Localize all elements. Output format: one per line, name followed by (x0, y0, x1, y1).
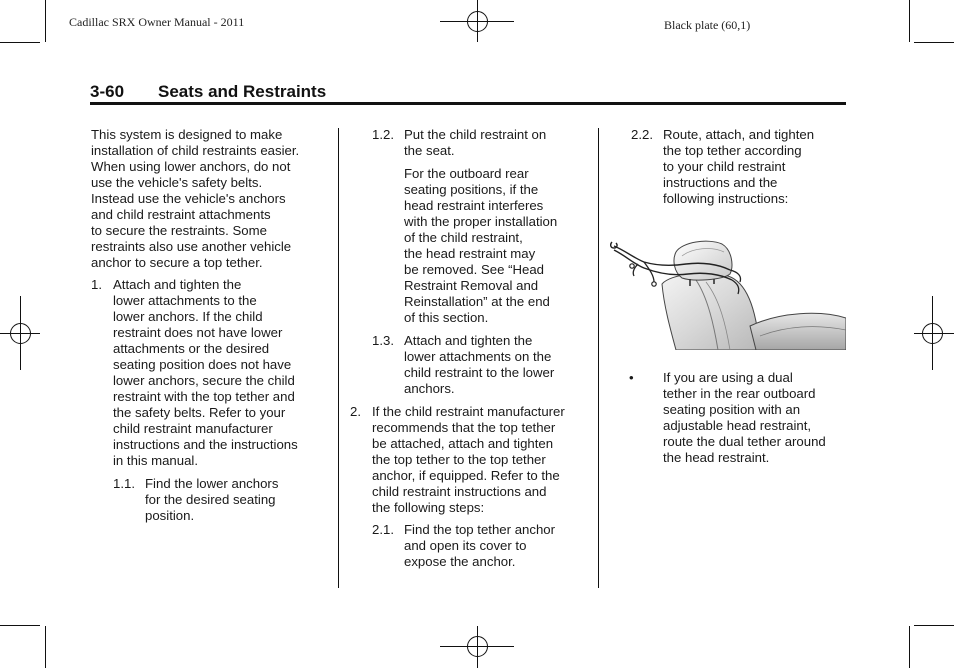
step-2-1 (372, 522, 595, 570)
text-line: the top tether according (663, 143, 802, 158)
step-1-2-note (404, 166, 595, 326)
text-line: the top tether to the top tether (372, 452, 546, 467)
text-line: This system is designed to make (91, 127, 283, 142)
text-line: recommends that the top tether (372, 420, 556, 435)
text-line: lower anchors. If the child (113, 309, 263, 324)
text-line: use the vehicle's safety belts. (91, 175, 263, 190)
column-divider-2 (598, 128, 599, 588)
page-number: 3-60 (90, 82, 125, 101)
text-line: Route, attach, and tighten (663, 127, 815, 142)
document-title: Cadillac SRX Owner Manual - 2011 (69, 15, 245, 29)
step-1-3 (372, 333, 595, 397)
column-3 (609, 127, 849, 207)
text-line: seating positions, if the (404, 182, 539, 197)
text-line: Find the lower anchors (145, 476, 279, 491)
text-line: instructions and the (663, 175, 778, 190)
text-line: lower attachments on the (404, 349, 552, 364)
text-line: If you are using a dual (663, 370, 793, 385)
dual-tether-illustration (610, 236, 846, 350)
plate-label: Black plate (60,1) (664, 18, 751, 32)
text-line: anchor, if equipped. Refer to the (372, 468, 560, 483)
step-number: 1.3. (372, 333, 394, 348)
bullet-marker: • (629, 370, 634, 385)
step-number: 1.2. (372, 127, 394, 142)
step-2-2 (631, 127, 849, 207)
intro-paragraph (91, 127, 331, 271)
text-line: of this section. (404, 310, 489, 325)
text-line: Attach and tighten the (404, 333, 533, 348)
step-1 (91, 277, 331, 469)
text-line: If the child restraint manufacturer (372, 404, 565, 419)
text-line: Attach and tighten the (113, 277, 242, 292)
text-line: the safety belts. Refer to your (113, 405, 286, 420)
text-line: seating position does not have (113, 357, 292, 372)
text-line: lower anchors, secure the child (113, 373, 295, 388)
step-number: 1.1. (113, 476, 135, 491)
text-line: the following steps: (372, 500, 485, 515)
step-2 (350, 404, 595, 516)
text-line: the seat. (404, 143, 455, 158)
text-line: the head restraint. (663, 450, 770, 465)
text-line: anchor to secure a top tether. (91, 255, 263, 270)
text-line: for the desired seating (145, 492, 276, 507)
text-line: in this manual. (113, 453, 199, 468)
text-line: child restraint manufacturer (113, 421, 273, 436)
column-1 (91, 127, 331, 524)
text-line: restraints also use another vehicle (91, 239, 292, 254)
heading-rule (90, 102, 846, 105)
bullet-list-item (609, 370, 849, 466)
text-line: the head restraint may (404, 246, 536, 261)
text-line: lower attachments to the (113, 293, 257, 308)
step-number: 2.2. (631, 127, 653, 142)
text-line: expose the anchor. (404, 554, 516, 569)
column-2 (350, 127, 595, 570)
text-line: and child restraint attachments (91, 207, 271, 222)
column-divider-1 (338, 128, 339, 588)
text-line: Find the top tether anchor (404, 522, 556, 537)
text-line: to secure the restraints. Some (91, 223, 267, 238)
text-line: Reinstallation” at the end (404, 294, 550, 309)
text-line: of the child restraint, (404, 230, 523, 245)
text-line: following instructions: (663, 191, 789, 206)
text-line: When using lower anchors, do not (91, 159, 291, 174)
text-line: adjustable head restraint, (663, 418, 812, 433)
text-line: to your child restraint (663, 159, 786, 174)
text-line: restraint does not have lower (113, 325, 283, 340)
text-line: For the outboard rear (404, 166, 529, 181)
text-line: tether in the rear outboard (663, 386, 816, 401)
text-line: attachments or the desired (113, 341, 270, 356)
step-number: 1. (91, 277, 102, 292)
text-line: anchors. (404, 381, 455, 396)
text-line: Instead use the vehicle's anchors (91, 191, 286, 206)
text-line: seating position with an (663, 402, 801, 417)
text-line: restraint with the top tether and (113, 389, 295, 404)
text-line: and open its cover to (404, 538, 527, 553)
text-line: Put the child restraint on (404, 127, 547, 142)
text-line: with the proper installation (404, 214, 558, 229)
text-line: child restraint to the lower (404, 365, 555, 380)
text-line: be attached, attach and tighten (372, 436, 554, 451)
text-line: route the dual tether around (663, 434, 826, 449)
text-line: head restraint interferes (404, 198, 544, 213)
text-line: position. (145, 508, 195, 523)
text-line: installation of child restraints easier. (91, 143, 300, 158)
bullet-item (609, 370, 849, 466)
section-title: Seats and Restraints (158, 82, 327, 101)
step-number: 2.1. (372, 522, 394, 537)
text-line: child restraint instructions and (372, 484, 547, 499)
step-number: 2. (350, 404, 361, 419)
step-1-2 (372, 127, 595, 159)
text-line: instructions and the instructions (113, 437, 298, 452)
step-1-1 (113, 476, 331, 524)
text-line: Restraint Removal and (404, 278, 539, 293)
text-line: be removed. See “Head (404, 262, 545, 277)
